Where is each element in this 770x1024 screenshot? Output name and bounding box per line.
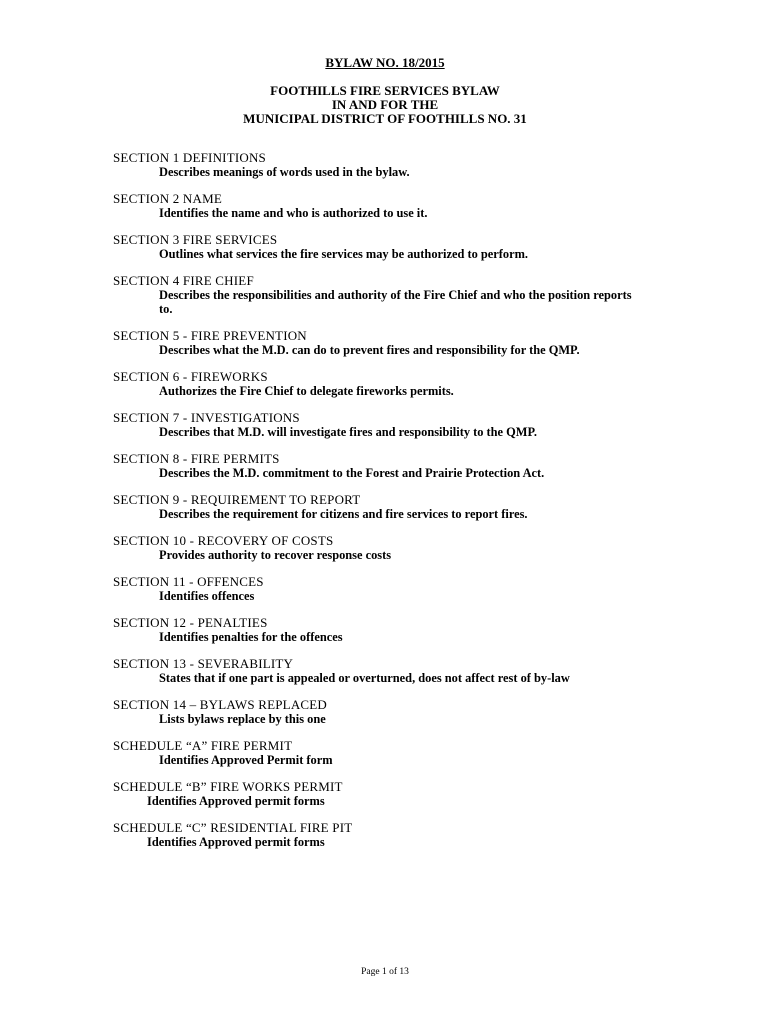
document-title bbox=[0, 84, 770, 126]
schedule-description: Identifies Approved Permit form bbox=[159, 753, 333, 767]
section-heading: SECTION 2 NAME bbox=[113, 191, 222, 206]
section-14 bbox=[113, 698, 643, 726]
section-description: Describes the requirement for citizens and fire services to report fires. bbox=[159, 507, 528, 521]
section-description: Describes what the M.D. can do to prevent fires and responsibility for the QMP. bbox=[159, 343, 580, 357]
section-description: Outlines what services the fire services may be authorized to perform. bbox=[159, 247, 528, 261]
section-12 bbox=[113, 616, 643, 644]
title-line-2: IN AND FOR THE bbox=[331, 97, 439, 112]
section-3 bbox=[113, 233, 643, 261]
section-description: Authorizes the Fire Chief to delegate fireworks permits. bbox=[159, 384, 454, 398]
title-line-3: MUNICIPAL DISTRICT OF FOOTHILLS NO. 31 bbox=[243, 111, 527, 126]
schedule-a bbox=[113, 739, 643, 767]
bylaw-number: BYLAW NO. 18/2015 bbox=[325, 55, 445, 70]
section-7 bbox=[113, 411, 643, 439]
section-11 bbox=[113, 575, 643, 603]
section-heading: SECTION 1 DEFINITIONS bbox=[113, 150, 266, 165]
section-5 bbox=[113, 329, 643, 357]
section-description: Identifies penalties for the offences bbox=[159, 630, 343, 644]
section-heading: SECTION 12 - PENALTIES bbox=[113, 615, 268, 630]
section-heading: SECTION 3 FIRE SERVICES bbox=[113, 232, 278, 247]
page-number: Page 1 of 13 bbox=[361, 967, 409, 977]
schedule-heading: SCHEDULE “C” RESIDENTIAL FIRE PIT bbox=[113, 820, 353, 835]
section-4 bbox=[113, 274, 643, 316]
section-description: Lists bylaws replace by this one bbox=[159, 712, 326, 726]
section-description: Provides authority to recover response costs bbox=[159, 548, 392, 562]
section-6 bbox=[113, 370, 643, 398]
section-description: Describes the M.D. commitment to the Forest and Prairie Protection Act. bbox=[159, 466, 545, 480]
section-2 bbox=[113, 192, 643, 220]
section-description: Describes meanings of words used in the bylaw. bbox=[159, 165, 410, 179]
section-list bbox=[113, 151, 643, 862]
section-heading: SECTION 9 - REQUIREMENT TO REPORT bbox=[113, 492, 361, 507]
schedule-b bbox=[113, 780, 643, 808]
section-description: States that if one part is appealed or overturned, does not affect rest of by-law bbox=[159, 671, 570, 685]
section-8 bbox=[113, 452, 643, 480]
schedule-c bbox=[113, 821, 643, 849]
section-description: Describes the responsibilities and authority of the Fire Chief and who the position reports to. bbox=[159, 288, 632, 316]
section-heading: SECTION 4 FIRE CHIEF bbox=[113, 273, 254, 288]
section-10 bbox=[113, 534, 643, 562]
schedule-heading: SCHEDULE “A” FIRE PERMIT bbox=[113, 738, 293, 753]
schedule-description: Identifies Approved permit forms bbox=[147, 794, 325, 808]
section-heading: SECTION 10 - RECOVERY OF COSTS bbox=[113, 533, 334, 548]
schedule-heading: SCHEDULE “B” FIRE WORKS PERMIT bbox=[113, 779, 343, 794]
title-line-1: FOOTHILLS FIRE SERVICES BYLAW bbox=[270, 83, 500, 98]
section-heading: SECTION 11 - OFFENCES bbox=[113, 574, 264, 589]
section-description: Describes that M.D. will investigate fires and responsibility to the QMP. bbox=[159, 425, 538, 439]
section-1 bbox=[113, 151, 643, 179]
section-heading: SECTION 5 - FIRE PREVENTION bbox=[113, 328, 307, 343]
section-heading: SECTION 7 - INVESTIGATIONS bbox=[113, 410, 300, 425]
section-heading: SECTION 14 – BYLAWS REPLACED bbox=[113, 697, 328, 712]
section-13 bbox=[113, 657, 643, 685]
section-description: Identifies offences bbox=[159, 589, 255, 603]
section-heading: SECTION 13 - SEVERABILITY bbox=[113, 656, 294, 671]
schedule-description: Identifies Approved permit forms bbox=[147, 835, 325, 849]
section-description: Identifies the name and who is authorized to use it. bbox=[159, 206, 428, 220]
section-heading: SECTION 6 - FIREWORKS bbox=[113, 369, 268, 384]
section-heading: SECTION 8 - FIRE PERMITS bbox=[113, 451, 280, 466]
section-9 bbox=[113, 493, 643, 521]
